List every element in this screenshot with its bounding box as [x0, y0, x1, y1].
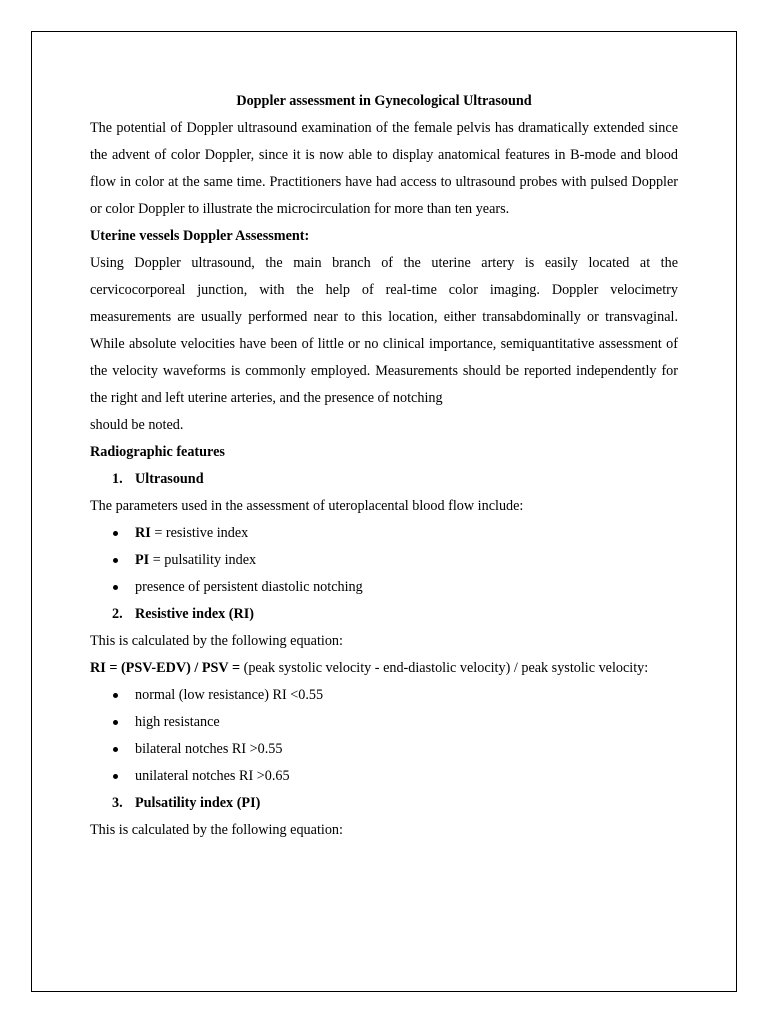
uterine-paragraph-tail: should be noted. [90, 417, 184, 433]
list-item [90, 547, 678, 574]
list-item [90, 520, 678, 547]
params-intro: The parameters used in the assessment of uteroplacental blood flow include: [90, 498, 524, 514]
uterine-heading: Uterine vessels Doppler Assessment: [90, 228, 310, 244]
bullet-icon [113, 531, 118, 536]
uterine-paragraph: Using Doppler ultrasound, the main branch of the uterine artery is easily located at the cervicocorporeal junction, with the help of real-time color imaging. Doppler velocimetry measurements are usually performed near to this location, either transabdominally or transvaginal. While absolute velocities have been of little or no clinical importance, semiquantitative assessment of the velocity waveforms is commonly employed. Measurements should be reported independently for the right and left uterine arteries, and the presence of notching [90, 255, 678, 406]
param-desc: presence of persistent diastolic notching [135, 579, 363, 595]
radiographic-heading: Radiographic features [90, 444, 225, 460]
bullet-icon [113, 774, 118, 779]
ri-value: high resistance [135, 714, 220, 730]
document-title: Doppler assessment in Gynecological Ultrasound [236, 93, 532, 109]
ri-value: bilateral notches RI >0.55 [135, 741, 283, 757]
section-label: Ultrasound [135, 471, 204, 487]
ri-calc-intro: This is calculated by the following equation: [90, 633, 343, 649]
section-ultrasound [90, 466, 678, 493]
param-desc: = resistive index [150, 525, 249, 541]
ri-formula [90, 655, 678, 682]
section-pulsatility-index [90, 790, 678, 817]
document-body [90, 88, 678, 844]
bullet-icon [113, 558, 118, 563]
bullet-icon [113, 693, 118, 698]
section-number: 1. [112, 471, 123, 487]
section-number: 3. [112, 795, 123, 811]
ri-formula-lhs: RI = (PSV-EDV) / PSV = [90, 660, 241, 676]
bullet-icon [113, 747, 118, 752]
section-label: Pulsatility index (PI) [135, 795, 261, 811]
ri-values-list [90, 682, 678, 790]
ri-formula-rhs: (peak systolic velocity - end-diastolic velocity) / peak systolic velocity: [240, 660, 649, 676]
section-label: Resistive index (RI) [135, 606, 255, 622]
param-abbrev: PI [135, 552, 150, 568]
list-item [90, 682, 678, 709]
param-abbrev: RI [135, 525, 151, 541]
section-number: 2. [112, 606, 123, 622]
pi-calc-intro: This is calculated by the following equation: [90, 822, 343, 838]
list-item [90, 736, 678, 763]
bullet-icon [113, 720, 118, 725]
list-item [90, 574, 678, 601]
list-item [90, 709, 678, 736]
params-list [90, 520, 678, 601]
ri-value: unilateral notches RI >0.65 [135, 768, 290, 784]
ri-value: normal (low resistance) RI <0.55 [135, 687, 324, 703]
bullet-icon [113, 585, 118, 590]
param-desc: = pulsatility index [149, 552, 257, 568]
section-resistive-index [90, 601, 678, 628]
intro-paragraph: The potential of Doppler ultrasound examination of the female pelvis has dramatically extended since the advent of color Doppler, since it is now able to display anatomical features in B-mode and blood flow in color at the same time. Practitioners have had access to ultrasound probes with pulsed Doppler or color Doppler to illustrate the microcirculation for more than ten years. [90, 120, 678, 217]
list-item [90, 763, 678, 790]
